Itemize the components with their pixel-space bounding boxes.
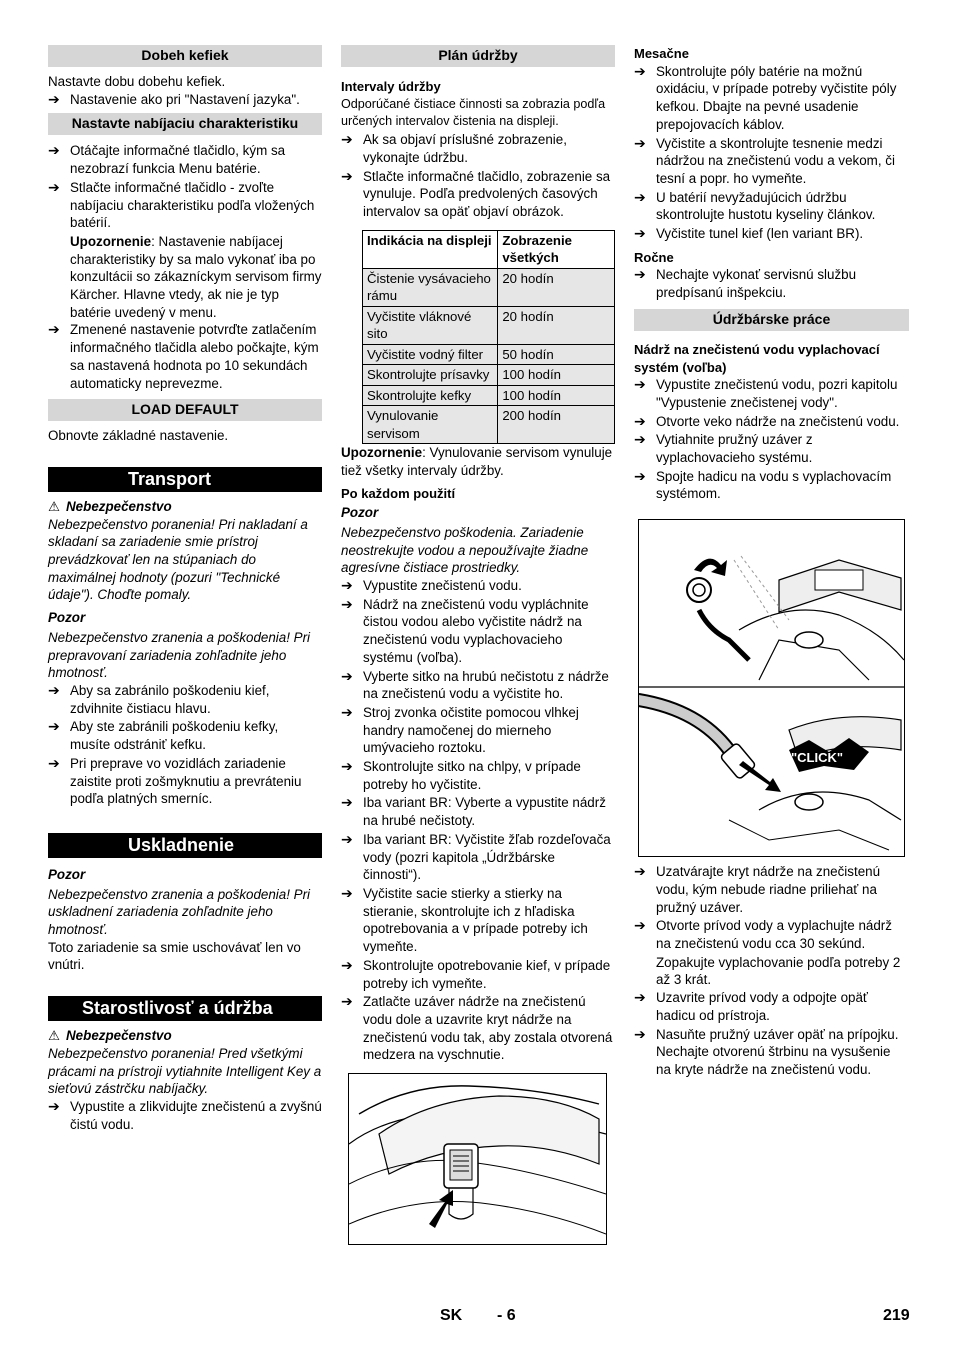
list-item: ➔ Nastavenie ako pri "Nastavení jazyka". — [48, 90, 300, 107]
right-column — [634, 45, 909, 1080]
section-heading-load-default: LOAD DEFAULT — [48, 399, 322, 421]
arrow-icon: ➔ — [48, 1097, 60, 1114]
list-item: ➔ Stroj zvonka očistite pomocou vlhkej handry namočenej do mierneho umývacieho roztoku. — [341, 703, 579, 756]
arrow-icon: ➔ — [634, 863, 646, 880]
arrow-icon: ➔ — [634, 467, 646, 484]
table-cell: 20 hodín — [498, 268, 615, 306]
danger-label: ⚠ Nebezpečenstvo — [48, 1028, 172, 1044]
list-item: ➔ Vypustite znečistenú vodu, pozri kapitolu "Vypustenie znečistenej vody". — [634, 376, 898, 410]
table-cell: Skontrolujte prísavky — [363, 365, 498, 386]
list-item: ➔ Vypustite znečistenú vodu. — [341, 577, 522, 594]
arrow-icon: ➔ — [634, 266, 646, 283]
table-row — [363, 406, 615, 444]
maintenance-table — [362, 230, 615, 445]
arrow-icon: ➔ — [634, 989, 646, 1006]
table-row — [363, 365, 615, 386]
list-item: ➔ Skontrolujte póly batérie na možnú oxidáciu, v prípade potreby vyčistite póly kefkou. Dbajte na pevné usadenie prepojovacích káblov. — [634, 62, 897, 132]
footer-section-page: - 6 — [497, 1307, 516, 1324]
arrow-icon: ➔ — [634, 431, 646, 448]
after-list-2 — [634, 989, 909, 1079]
tank-lid-drawing — [349, 1074, 606, 1244]
table-header-row — [363, 230, 615, 268]
arrow-icon: ➔ — [48, 178, 60, 195]
caution-label: Pozor — [48, 866, 86, 882]
after-note: Zopakujte vyplachovanie podľa potreby 2 až 3 krát. — [656, 954, 901, 988]
list-item: ➔ Zatlačte uzáver nádrže na znečistenú vodu dole a uzavrite kryt nádrže na znečistenú vodu tak, aby zostala otvorená medzera na vyschnutie. — [341, 993, 613, 1063]
section-heading-udrzba: Údržbárske práce — [634, 309, 909, 331]
list-item: ➔ Uzatvárajte kryt nádrže na znečistenú vodu, kým nebude riadne priliehať na pružný uzáver. — [634, 863, 881, 915]
footer-language: SK — [440, 1307, 463, 1324]
arrow-icon: ➔ — [341, 577, 353, 594]
intervaly-list — [341, 131, 615, 221]
caution-text: Nebezpečenstvo zranenia a poškodenia! Pri uskladnení zariadenia zohľadnite jeho hmotnosť. — [48, 886, 311, 938]
arrow-icon: ➔ — [634, 134, 646, 151]
table-cell: Čistenie vysávacieho rámu — [363, 268, 498, 306]
caution-label: Pozor — [341, 505, 379, 521]
table-row — [363, 306, 615, 344]
load-text: Obnovte základné nastavenie. — [48, 428, 229, 444]
list-item: ➔ Iba variant BR: Vyberte a vypustite nádrž na hrubé nečistoty. — [341, 794, 606, 829]
list-item: ➔ Vyčistite tunel kief (len variant BR). — [634, 225, 864, 242]
arrow-icon: ➔ — [341, 131, 353, 148]
tank-lid-illustration — [348, 1073, 607, 1245]
list-item: ➔ Vyčistite a skontrolujte tesnenie medzi nádržou na znečistenú vodu a vekom, či tesní a popr. ho vymeňte. — [634, 134, 895, 186]
table-cell: Vyčistite vodný filter — [363, 344, 498, 365]
arrow-icon: ➔ — [341, 993, 353, 1010]
list-item: ➔ Zmenené nastavenie potvrďte zatlačením informačného tlačidla alebo počkajte, kým sa nastavená hodnota po 10 sekundách automaticky neprevezme. — [48, 321, 319, 391]
dobeh-list — [48, 91, 322, 109]
arrow-icon: ➔ — [341, 595, 353, 612]
arrow-icon: ➔ — [634, 62, 646, 79]
list-item: ➔ Skontrolujte opotrebovanie kief, v prípade potreby ich vymeňte. — [341, 956, 611, 991]
footer-page-number: 219 — [883, 1307, 910, 1324]
nadrz-title: Nádrž na znečistenú vodu vyplachovací systém (voľba) — [634, 341, 880, 375]
warning-triangle-icon: ⚠ — [48, 1028, 61, 1044]
danger-text: Nebezpečenstvo poranenia! Pred všetkými prácami na prístroji vytiahnite Intelligent Key a sieťovú zástrčku nabíjačky. — [48, 1045, 322, 1097]
mesacne-title: Mesačne — [634, 46, 689, 61]
arrow-icon: ➔ — [341, 667, 353, 684]
rocne-title: Ročne — [634, 249, 674, 265]
middle-column — [341, 45, 615, 1245]
warning-triangle-icon: ⚠ — [48, 498, 61, 514]
chapter-heading-uskladnenie: Uskladnenie — [48, 833, 322, 858]
list-item: ➔ Otáčajte informačné tlačidlo, kým sa nezobrazí funkcia Menu batérie. — [48, 142, 286, 177]
list-item: ➔ Nasuňte pružný uzáver opäť na prípojku. Nechajte otvorenú štrbinu na vysušenie na kryte nádrže na znečistenú vodu. — [634, 1025, 899, 1077]
chapter-heading-starostlivost: Starostlivosť a údržba — [48, 996, 322, 1021]
kazdom-list — [341, 577, 615, 1064]
arrow-icon: ➔ — [634, 225, 646, 242]
arrow-icon: ➔ — [48, 754, 60, 771]
chapter-heading-transport: Transport — [48, 467, 322, 492]
arrow-icon: ➔ — [341, 167, 353, 184]
list-item: ➔ Stlačte informačné tlačidlo - zvoľte nabíjaciu charakteristiku podľa vložených batérií. — [48, 178, 315, 231]
dobeh-text: Nastavte dobu dobehu kefiek. — [48, 74, 226, 89]
kazdom-title: Po každom použití — [341, 485, 456, 501]
table-row — [363, 344, 615, 365]
caution-label: Pozor — [48, 610, 86, 626]
table-cell: 100 hodín — [498, 365, 615, 386]
list-item: ➔ Vypustite a zlikvidujte znečistenú a zvyšnú čistú vodu. — [48, 1097, 322, 1132]
nabij-note: Upozornenie: Nastavenie nabíjacej charakteristiky by sa malo vykonať iba po konzultácii so zákazníckym servisom firmy Kärcher. Hlavne vtedy, ak nie je typ batérie uvedený v menu. — [70, 233, 322, 320]
table-cell: Vyčistite vláknové sito — [363, 306, 498, 344]
arrow-icon: ➔ — [341, 956, 353, 973]
table-cell: 20 hodín — [498, 306, 615, 344]
table-header-cell: Zobrazenie všetkých — [498, 230, 615, 268]
starost-list — [48, 1098, 322, 1133]
after-list — [634, 863, 909, 953]
list-item: ➔ U batérií nevyžadujúcich údržbu skontrolujte hustotu kyseliny článkov. — [634, 188, 876, 223]
nabij-list-2 — [48, 321, 322, 392]
section-heading-dobeh: Dobeh kefiek — [48, 45, 322, 67]
list-item: ➔ Nechajte vykonať servisnú službu predpísanú inšpekciu. — [634, 266, 857, 301]
table-row — [363, 268, 615, 306]
list-item: ➔ Aby ste zabránili poškodeniu kefky, musíte odstrániť kefku. — [48, 718, 279, 753]
caution-text: Nebezpečenstvo poškodenia. Zariadenie neostrekujte vodou a nepoužívajte žiadne agresívne čistiace prostriedky. — [341, 524, 589, 576]
arrow-icon: ➔ — [634, 412, 646, 429]
list-item: ➔ Vyčistite sacie stierky a stierky na stieranie, skontrolujte ich z hľadiska opotrebovania a v prípade potreby ich vymeňte. — [341, 885, 588, 955]
arrow-icon: ➔ — [341, 885, 353, 901]
arrow-icon: ➔ — [48, 681, 60, 698]
intervaly-text: Odporúčané čistiace činnosti sa zobrazia podľa určených intervalov čistenia na displeji. — [341, 96, 606, 129]
arrow-icon: ➔ — [341, 758, 353, 775]
list-item: ➔ Otvorte prívod vody a vyplachujte nádrž na znečistenú vodu cca 30 sekúnd. — [634, 917, 892, 951]
usklad-text: Toto zariadenie sa smie uschovávať len vo vnútri. — [48, 939, 301, 973]
arrow-icon: ➔ — [48, 90, 60, 107]
table-cell: 50 hodín — [498, 344, 615, 365]
left-column — [48, 45, 322, 1134]
click-label: "CLICK" — [791, 750, 844, 766]
section-heading-nabij: Nastavte nabíjaciu charakteristiku — [48, 113, 322, 135]
list-item: ➔ Nádrž na znečistenú vodu vypláchnite čistou vodou alebo vyčistite nádrž na znečistenú vodu vyplachovacieho systému (voľba). — [341, 595, 589, 665]
section-heading-plan: Plán údržby — [341, 45, 615, 67]
danger-text: Nebezpečenstvo poranenia! Pri nakladaní a skladaní sa zariadenie smie prístroj prevádzkovať len na stúpaniach do maximálnej hodnoty (pozuri "Technické údaje"). Choďte pomaly. — [48, 516, 308, 603]
mesacne-list — [634, 63, 909, 243]
arrow-icon: ➔ — [634, 376, 646, 393]
arrow-icon: ➔ — [341, 794, 353, 811]
table-cell: 100 hodín — [498, 385, 615, 406]
list-item: ➔ Otvorte veko nádrže na znečistenú vodu. — [634, 412, 900, 429]
flushing-system-illustration — [638, 519, 905, 857]
table-cell: Vynulovanie servisom — [363, 406, 498, 444]
arrow-icon: ➔ — [634, 1025, 646, 1042]
rocne-list — [634, 266, 909, 301]
table-row — [363, 385, 615, 406]
arrow-icon: ➔ — [341, 830, 353, 847]
transport-list — [48, 682, 322, 808]
table-cell: 200 hodín — [498, 406, 615, 444]
arrow-icon: ➔ — [341, 703, 353, 720]
list-item: ➔ Ak sa objaví príslušné zobrazenie, vykonajte údržbu. — [341, 131, 567, 165]
table-cell: Skontrolujte kefky — [363, 385, 498, 406]
list-item: ➔ Vyberte sitko na hrubú nečistotu z nádrže na znečistenú vodu a vyčistite ho. — [341, 667, 609, 702]
nabij-list — [48, 142, 322, 232]
arrow-icon: ➔ — [48, 321, 60, 338]
intervaly-title: Intervaly údržby — [341, 79, 441, 94]
list-item: ➔ Aby sa zabránilo poškodeniu kief, zdvihnite čistiacu hlavu. — [48, 681, 270, 716]
arrow-icon: ➔ — [48, 718, 60, 735]
arrow-icon: ➔ — [634, 188, 646, 205]
list-item: ➔ Uzavrite prívod vody a odpojte opäť hadicu od prístroja. — [634, 989, 868, 1023]
flushing-system-drawing — [639, 520, 904, 856]
table-header-cell: Indikácia na displeji — [363, 230, 498, 268]
list-item: ➔ Spojte hadicu na vodu s vyplachovacím systémom. — [634, 467, 892, 502]
nadrz-list — [634, 376, 909, 503]
list-item: ➔ Pri preprave vo vozidlách zariadenie zaistite proti zošmyknutiu a prevráteniu podľa platných smerníc. — [48, 754, 302, 807]
list-item: ➔ Iba variant BR: Vyčistite žľab rozdeľovača vody (pozri kapitola „Údržbárske činnosti“). — [341, 830, 611, 883]
danger-label: ⚠ Nebezpečenstvo — [48, 498, 172, 514]
list-item: ➔ Skontrolujte sitko na chlpy, v prípade potreby ho vyčistite. — [341, 758, 581, 792]
list-item: ➔ Vytiahnite pružný uzáver z vyplachovacieho systému. — [634, 431, 813, 466]
arrow-icon: ➔ — [48, 142, 60, 159]
arrow-icon: ➔ — [634, 917, 646, 934]
caution-text: Nebezpečenstvo zranenia a poškodenia! Pri prepravovaní zariadenia zohľadnite jeho hmotnosť. — [48, 629, 311, 681]
reset-note: Upozornenie: Vynulovanie servisom vynuluje tiež všetky intervaly údržby. — [341, 445, 613, 478]
list-item: ➔ Stlačte informačné tlačidlo, zobrazenie sa vynuluje. Podľa predvolených časových intervalov sa opäť objaví obrázok. — [341, 167, 611, 219]
